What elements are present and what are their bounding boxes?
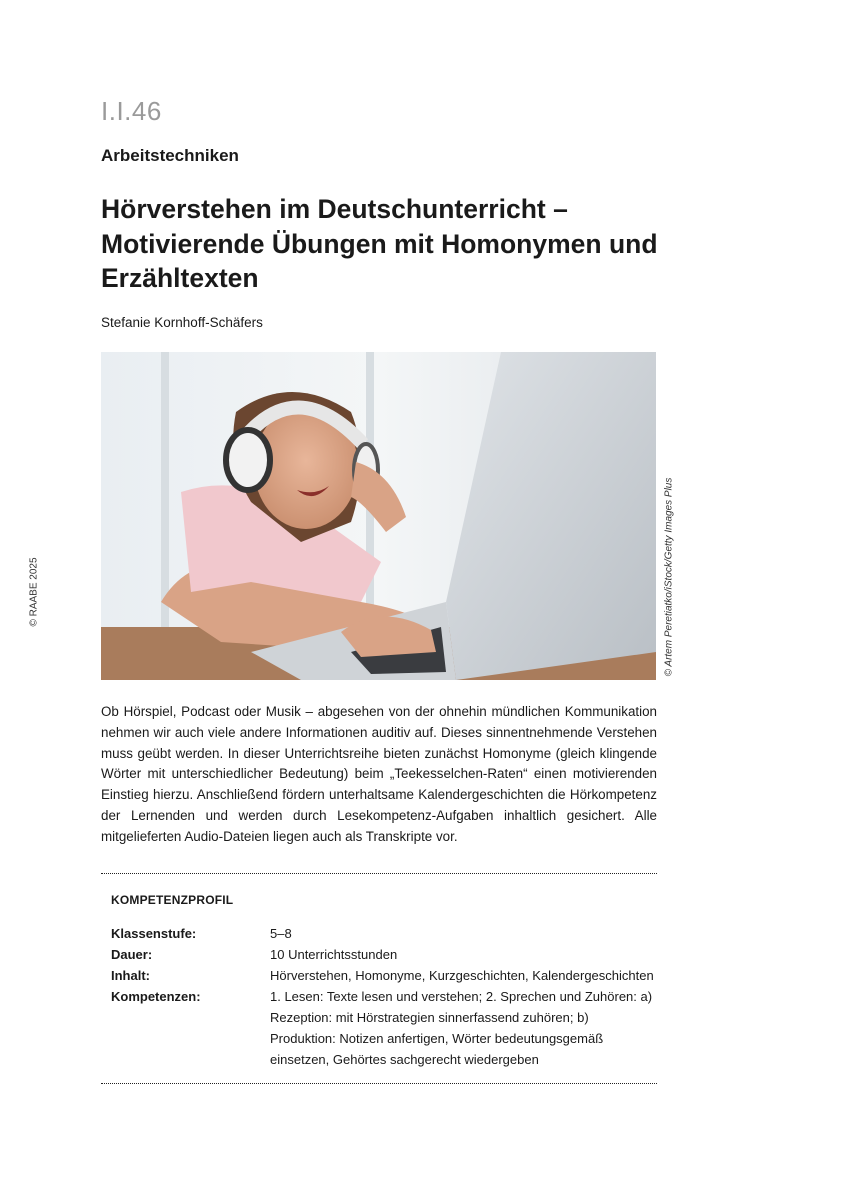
headphone-cup-left [226, 430, 270, 490]
profile-label-content: Inhalt: [111, 968, 150, 983]
author-name: Stefanie Kornhoff-Schäfers [101, 315, 263, 330]
hero-photo [101, 352, 656, 680]
divider-top [101, 873, 657, 874]
profile-value-competencies: 1. Lesen: Texte lesen und verstehen; 2. Sprechen und Zuhören: a) Rezeption: mit Hörstrategien sinnerfassend zuhören; b) Produktion: Notizen anfertigen, Wörter bedeutungsgemäß einsetzen, Gehörtes sachgerecht wiedergeben [270, 989, 653, 1067]
copyright-vertical: © RAABE 2025 [28, 557, 40, 627]
profile-value-grade: 5–8 [270, 926, 292, 941]
intro-paragraph: Ob Hörspiel, Podcast oder Musik – abgesehen von der ohnehin mündlichen Kommunikation nehmen wir auch viele andere Informationen auditiv auf. Dieses sinnentnehmende Verstehen muss geübt werden. In dieser Unterrichtsreihe bieten zunächst Homonyme (gleich klingende Wörter mit unterschiedlicher Bedeutung) beim „Teekesselchen-Raten“ einen motivierenden Einstieg hierzu. Anschließend fördern unterhaltsame Kalendergeschichten die Hörkompetenz der Lernenden und werden durch Lesekompetenz-Aufgaben inhaltlich gesichert. Alle mitgelieferten Audio-Dateien liegen auch als Transkripte vor. [101, 704, 657, 844]
profile-value-content: Hörverstehen, Homonyme, Kurzgeschichten, Kalendergeschichten [270, 968, 654, 983]
profile-label-competencies: Kompetenzen: [111, 989, 201, 1004]
competence-profile-heading: KOMPETENZPROFIL [111, 893, 234, 907]
document-title: Hörverstehen im Deutschunterricht – Motivierende Übungen mit Homonymen und Erzähltexten [101, 194, 658, 293]
divider-bottom [101, 1083, 657, 1084]
document-code: I.I.46 [101, 96, 162, 126]
profile-label-duration: Dauer: [111, 947, 153, 962]
photo-credit-vertical: © Artem Peretiatko/iStock/Getty Images Plus [663, 477, 675, 677]
category-label: Arbeitstechniken [101, 146, 239, 165]
profile-label-grade: Klassenstufe: [111, 926, 197, 941]
profile-value-duration: 10 Unterrichtsstunden [270, 947, 398, 962]
